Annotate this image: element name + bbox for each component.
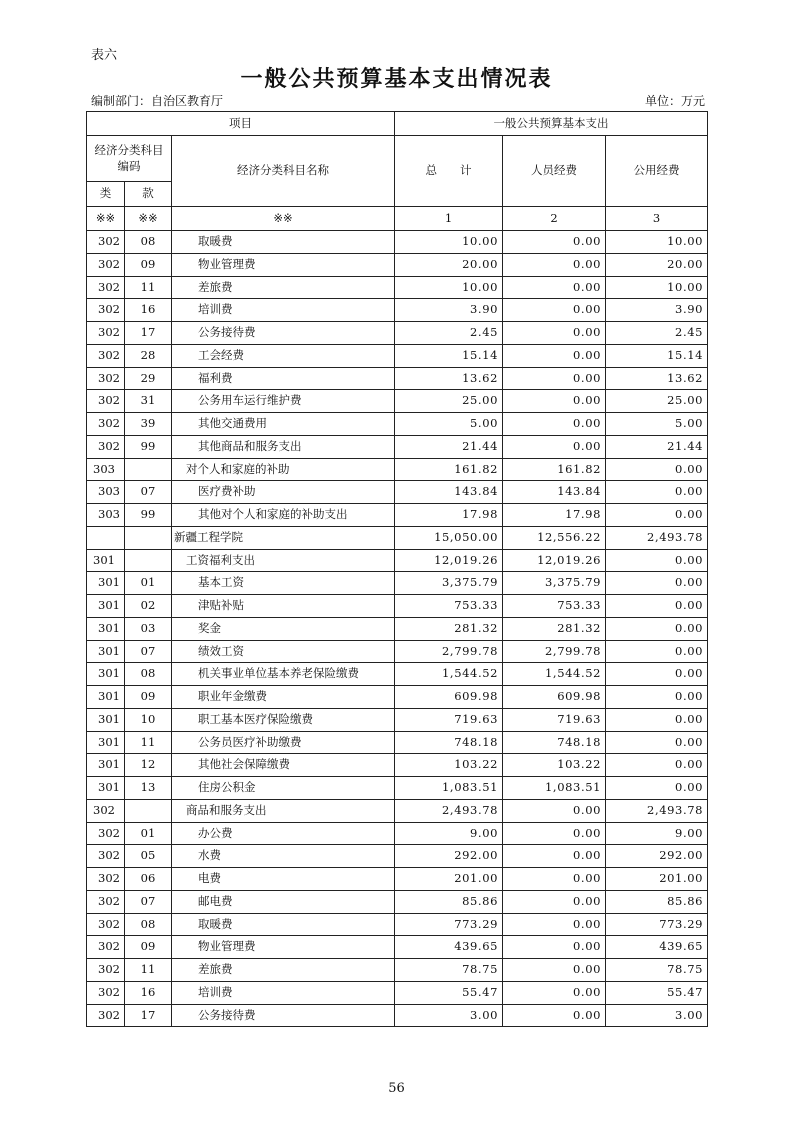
table-row xyxy=(87,617,708,640)
economic-item-code: 01 xyxy=(125,822,172,845)
item-name: 工会经费 xyxy=(172,344,395,367)
public-amount: 0.00 xyxy=(606,708,708,731)
public-amount: 292.00 xyxy=(606,845,708,868)
economic-item-code: 07 xyxy=(125,890,172,913)
economic-item-code xyxy=(125,526,172,549)
total-amount: 5.00 xyxy=(395,413,503,436)
table-row xyxy=(87,322,708,345)
item-name: 差旅费 xyxy=(172,959,395,982)
personnel-amount: 161.82 xyxy=(503,458,606,481)
personnel-amount: 0.00 xyxy=(503,231,606,254)
economic-item-code: 09 xyxy=(125,936,172,959)
economic-class-code: 301 xyxy=(87,572,125,595)
total-amount: 281.32 xyxy=(395,617,503,640)
item-name: 电费 xyxy=(172,868,395,891)
total-amount: 292.00 xyxy=(395,845,503,868)
economic-class-code: 302 xyxy=(87,435,125,458)
total-amount: 17.98 xyxy=(395,504,503,527)
economic-item-code: 02 xyxy=(125,595,172,618)
header-personnel: 人员经费 xyxy=(503,136,606,207)
public-amount: 10.00 xyxy=(606,276,708,299)
total-amount: 20.00 xyxy=(395,253,503,276)
item-name: 物业管理费 xyxy=(172,253,395,276)
table-row xyxy=(87,595,708,618)
economic-class-code: 302 xyxy=(87,231,125,254)
item-name: 公务接待费 xyxy=(172,322,395,345)
table-row xyxy=(87,731,708,754)
economic-item-code: 08 xyxy=(125,913,172,936)
public-amount: 0.00 xyxy=(606,481,708,504)
unit-label: 单位：万元 xyxy=(644,94,705,108)
economic-item-code: 07 xyxy=(125,481,172,504)
personnel-amount: 281.32 xyxy=(503,617,606,640)
total-amount: 748.18 xyxy=(395,731,503,754)
public-amount: 3.90 xyxy=(606,299,708,322)
item-name: 福利费 xyxy=(172,367,395,390)
economic-class-code: 301 xyxy=(87,731,125,754)
economic-class-code: 302 xyxy=(87,344,125,367)
economic-item-code: 06 xyxy=(125,868,172,891)
item-name: 奖金 xyxy=(172,617,395,640)
item-name: 对个人和家庭的补助 xyxy=(172,458,395,481)
item-name: 其他商品和服务支出 xyxy=(172,435,395,458)
total-amount: 25.00 xyxy=(395,390,503,413)
item-name: 公务用车运行维护费 xyxy=(172,390,395,413)
economic-item-code xyxy=(125,549,172,572)
personnel-amount: 748.18 xyxy=(503,731,606,754)
personnel-amount: 719.63 xyxy=(503,708,606,731)
table-row xyxy=(87,754,708,777)
economic-class-code: 303 xyxy=(87,504,125,527)
table-row xyxy=(87,890,708,913)
total-amount: 15,050.00 xyxy=(395,526,503,549)
economic-item-code: 99 xyxy=(125,504,172,527)
total-amount: 719.63 xyxy=(395,708,503,731)
economic-class-code: 301 xyxy=(87,754,125,777)
item-name: 公务接待费 xyxy=(172,1004,395,1027)
table-row xyxy=(87,913,708,936)
economic-class-code: 301 xyxy=(87,549,125,572)
public-amount: 0.00 xyxy=(606,549,708,572)
public-amount: 0.00 xyxy=(606,640,708,663)
personnel-amount: 1,083.51 xyxy=(503,777,606,800)
economic-item-code: 01 xyxy=(125,572,172,595)
total-amount: 2,493.78 xyxy=(395,799,503,822)
item-name: 差旅费 xyxy=(172,276,395,299)
total-amount: 753.33 xyxy=(395,595,503,618)
personnel-amount: 0.00 xyxy=(503,1004,606,1027)
header-public: 公用经费 xyxy=(606,136,708,207)
economic-class-code: 301 xyxy=(87,595,125,618)
economic-item-code: 12 xyxy=(125,754,172,777)
header-kuan: 款 xyxy=(125,182,172,207)
public-amount: 55.47 xyxy=(606,981,708,1004)
public-amount: 0.00 xyxy=(606,617,708,640)
personnel-amount: 0.00 xyxy=(503,936,606,959)
economic-item-code: 08 xyxy=(125,231,172,254)
item-name: 职业年金缴费 xyxy=(172,686,395,709)
economic-item-code: 29 xyxy=(125,367,172,390)
public-amount: 78.75 xyxy=(606,959,708,982)
personnel-amount: 0.00 xyxy=(503,890,606,913)
personnel-amount: 609.98 xyxy=(503,686,606,709)
header-row-group xyxy=(87,112,708,136)
public-amount: 0.00 xyxy=(606,731,708,754)
item-name: 公务员医疗补助缴费 xyxy=(172,731,395,754)
item-name: 绩效工资 xyxy=(172,640,395,663)
public-amount: 2,493.78 xyxy=(606,799,708,822)
index-col-1: 1 xyxy=(395,207,503,231)
public-amount: 2,493.78 xyxy=(606,526,708,549)
total-amount: 21.44 xyxy=(395,435,503,458)
table-row xyxy=(87,959,708,982)
item-name: 工资福利支出 xyxy=(172,549,395,572)
economic-item-code: 11 xyxy=(125,276,172,299)
table-row xyxy=(87,640,708,663)
public-amount: 21.44 xyxy=(606,435,708,458)
item-name: 水费 xyxy=(172,845,395,868)
public-amount: 3.00 xyxy=(606,1004,708,1027)
public-amount: 0.00 xyxy=(606,686,708,709)
economic-class-code: 302 xyxy=(87,799,125,822)
personnel-amount: 0.00 xyxy=(503,799,606,822)
economic-item-code: 17 xyxy=(125,1004,172,1027)
personnel-amount: 0.00 xyxy=(503,276,606,299)
public-amount: 0.00 xyxy=(606,572,708,595)
table-row xyxy=(87,390,708,413)
economic-class-code: 302 xyxy=(87,367,125,390)
table-row xyxy=(87,413,708,436)
item-name: 医疗费补助 xyxy=(172,481,395,504)
table-row xyxy=(87,299,708,322)
total-amount: 143.84 xyxy=(395,481,503,504)
index-col-3: 3 xyxy=(606,207,708,231)
economic-item-code: 16 xyxy=(125,299,172,322)
item-name: 培训费 xyxy=(172,981,395,1004)
total-amount: 3.90 xyxy=(395,299,503,322)
total-amount: 9.00 xyxy=(395,822,503,845)
economic-class-code: 302 xyxy=(87,390,125,413)
item-name: 取暖费 xyxy=(172,231,395,254)
total-amount: 1,083.51 xyxy=(395,777,503,800)
personnel-amount: 0.00 xyxy=(503,868,606,891)
economic-class-code: 301 xyxy=(87,708,125,731)
header-code-label: 经济分类科目编码 xyxy=(87,136,172,182)
personnel-amount: 0.00 xyxy=(503,299,606,322)
total-amount: 439.65 xyxy=(395,936,503,959)
item-name: 住房公积金 xyxy=(172,777,395,800)
total-amount: 10.00 xyxy=(395,276,503,299)
total-amount: 2,799.78 xyxy=(395,640,503,663)
economic-item-code: 07 xyxy=(125,640,172,663)
economic-class-code: 302 xyxy=(87,936,125,959)
item-name: 其他交通费用 xyxy=(172,413,395,436)
total-amount: 3.00 xyxy=(395,1004,503,1027)
personnel-amount: 0.00 xyxy=(503,253,606,276)
economic-item-code: 08 xyxy=(125,663,172,686)
header-row-index xyxy=(87,207,708,231)
total-amount: 78.75 xyxy=(395,959,503,982)
personnel-amount: 0.00 xyxy=(503,959,606,982)
public-amount: 439.65 xyxy=(606,936,708,959)
economic-item-code: 31 xyxy=(125,390,172,413)
economic-item-code xyxy=(125,799,172,822)
total-amount: 609.98 xyxy=(395,686,503,709)
personnel-amount: 0.00 xyxy=(503,981,606,1004)
table-id: 表六 xyxy=(91,48,118,63)
economic-item-code: 28 xyxy=(125,344,172,367)
header-item-name: 经济分类科目名称 xyxy=(172,136,395,207)
economic-class-code: 302 xyxy=(87,868,125,891)
personnel-amount: 0.00 xyxy=(503,845,606,868)
table-row xyxy=(87,936,708,959)
item-name: 基本工资 xyxy=(172,572,395,595)
index-col-2: 2 xyxy=(503,207,606,231)
index-kuan-mark: ※※ xyxy=(125,207,172,231)
public-amount: 201.00 xyxy=(606,868,708,891)
item-name: 其他社会保障缴费 xyxy=(172,754,395,777)
economic-class-code xyxy=(87,526,125,549)
table-row xyxy=(87,777,708,800)
economic-item-code: 05 xyxy=(125,845,172,868)
economic-item-code: 10 xyxy=(125,708,172,731)
index-lei-mark: ※※ xyxy=(87,207,125,231)
page-title: 一般公共预算基本支出情况表 xyxy=(240,67,553,92)
item-name: 物业管理费 xyxy=(172,936,395,959)
page-number: 56 xyxy=(388,1081,405,1096)
table-row xyxy=(87,481,708,504)
economic-item-code: 99 xyxy=(125,435,172,458)
personnel-amount: 0.00 xyxy=(503,413,606,436)
item-name: 其他对个人和家庭的补助支出 xyxy=(172,504,395,527)
personnel-amount: 0.00 xyxy=(503,322,606,345)
table-row xyxy=(87,435,708,458)
total-amount: 2.45 xyxy=(395,322,503,345)
economic-class-code: 301 xyxy=(87,617,125,640)
public-amount: 0.00 xyxy=(606,595,708,618)
total-amount: 15.14 xyxy=(395,344,503,367)
item-name: 办公费 xyxy=(172,822,395,845)
economic-class-code: 301 xyxy=(87,663,125,686)
economic-item-code: 39 xyxy=(125,413,172,436)
table-row xyxy=(87,458,708,481)
public-amount: 85.86 xyxy=(606,890,708,913)
table-row xyxy=(87,549,708,572)
personnel-amount: 0.00 xyxy=(503,913,606,936)
personnel-amount: 143.84 xyxy=(503,481,606,504)
table-row xyxy=(87,231,708,254)
economic-class-code: 301 xyxy=(87,640,125,663)
public-amount: 9.00 xyxy=(606,822,708,845)
personnel-amount: 1,544.52 xyxy=(503,663,606,686)
public-amount: 5.00 xyxy=(606,413,708,436)
total-amount: 1,544.52 xyxy=(395,663,503,686)
total-amount: 55.47 xyxy=(395,981,503,1004)
public-amount: 15.14 xyxy=(606,344,708,367)
economic-item-code: 11 xyxy=(125,731,172,754)
item-name: 新疆工程学院 xyxy=(172,526,395,549)
total-amount: 103.22 xyxy=(395,754,503,777)
table-row xyxy=(87,526,708,549)
personnel-amount: 0.00 xyxy=(503,435,606,458)
item-name: 邮电费 xyxy=(172,890,395,913)
table-row xyxy=(87,981,708,1004)
table-row xyxy=(87,799,708,822)
table-row xyxy=(87,572,708,595)
personnel-amount: 0.00 xyxy=(503,344,606,367)
table-row xyxy=(87,708,708,731)
personnel-amount: 2,799.78 xyxy=(503,640,606,663)
table-row xyxy=(87,276,708,299)
public-amount: 0.00 xyxy=(606,504,708,527)
personnel-amount: 12,019.26 xyxy=(503,549,606,572)
table-row xyxy=(87,845,708,868)
economic-item-code: 17 xyxy=(125,322,172,345)
economic-class-code: 302 xyxy=(87,822,125,845)
public-amount: 13.62 xyxy=(606,367,708,390)
public-amount: 20.00 xyxy=(606,253,708,276)
header-total: 总 计 xyxy=(395,136,503,207)
item-name: 职工基本医疗保险缴费 xyxy=(172,708,395,731)
public-amount: 0.00 xyxy=(606,754,708,777)
personnel-amount: 0.00 xyxy=(503,367,606,390)
economic-item-code: 11 xyxy=(125,959,172,982)
economic-class-code: 302 xyxy=(87,913,125,936)
public-amount: 0.00 xyxy=(606,663,708,686)
economic-item-code: 16 xyxy=(125,981,172,1004)
economic-class-code: 301 xyxy=(87,777,125,800)
public-amount: 0.00 xyxy=(606,777,708,800)
table-row xyxy=(87,253,708,276)
table-row xyxy=(87,663,708,686)
header-lei: 类 xyxy=(87,182,125,207)
public-amount: 2.45 xyxy=(606,322,708,345)
table-row xyxy=(87,1004,708,1027)
total-amount: 201.00 xyxy=(395,868,503,891)
budget-table xyxy=(86,111,708,1027)
item-name: 培训费 xyxy=(172,299,395,322)
table-row xyxy=(87,822,708,845)
public-amount: 10.00 xyxy=(606,231,708,254)
table-row xyxy=(87,504,708,527)
economic-class-code: 301 xyxy=(87,686,125,709)
item-name: 津贴补贴 xyxy=(172,595,395,618)
public-amount: 773.29 xyxy=(606,913,708,936)
total-amount: 161.82 xyxy=(395,458,503,481)
personnel-amount: 17.98 xyxy=(503,504,606,527)
compiling-department: 编制部门：自治区教育厅 xyxy=(91,94,224,108)
public-amount: 0.00 xyxy=(606,458,708,481)
total-amount: 13.62 xyxy=(395,367,503,390)
personnel-amount: 103.22 xyxy=(503,754,606,777)
item-name: 机关事业单位基本养老保险缴费 xyxy=(172,663,395,686)
header-row-columns xyxy=(87,136,708,182)
total-amount: 10.00 xyxy=(395,231,503,254)
index-name-mark: ※※ xyxy=(172,207,395,231)
table-row xyxy=(87,344,708,367)
personnel-amount: 753.33 xyxy=(503,595,606,618)
economic-class-code: 302 xyxy=(87,322,125,345)
personnel-amount: 0.00 xyxy=(503,822,606,845)
header-budget-group: 一般公共预算基本支出 xyxy=(395,112,708,136)
budget-table-body xyxy=(87,231,708,1027)
total-amount: 85.86 xyxy=(395,890,503,913)
economic-class-code: 302 xyxy=(87,253,125,276)
item-name: 商品和服务支出 xyxy=(172,799,395,822)
total-amount: 773.29 xyxy=(395,913,503,936)
economic-class-code: 302 xyxy=(87,845,125,868)
economic-class-code: 303 xyxy=(87,481,125,504)
economic-item-code: 13 xyxy=(125,777,172,800)
economic-item-code: 03 xyxy=(125,617,172,640)
table-row xyxy=(87,868,708,891)
economic-class-code: 302 xyxy=(87,413,125,436)
economic-item-code: 09 xyxy=(125,686,172,709)
economic-item-code: 09 xyxy=(125,253,172,276)
personnel-amount: 0.00 xyxy=(503,390,606,413)
table-row xyxy=(87,367,708,390)
economic-class-code: 302 xyxy=(87,276,125,299)
personnel-amount: 3,375.79 xyxy=(503,572,606,595)
item-name: 取暖费 xyxy=(172,913,395,936)
personnel-amount: 12,556.22 xyxy=(503,526,606,549)
total-amount: 12,019.26 xyxy=(395,549,503,572)
economic-class-code: 302 xyxy=(87,981,125,1004)
total-amount: 3,375.79 xyxy=(395,572,503,595)
economic-class-code: 302 xyxy=(87,299,125,322)
header-project: 项目 xyxy=(87,112,395,136)
public-amount: 25.00 xyxy=(606,390,708,413)
economic-class-code: 303 xyxy=(87,458,125,481)
table-row xyxy=(87,686,708,709)
economic-item-code xyxy=(125,458,172,481)
economic-class-code: 302 xyxy=(87,890,125,913)
economic-class-code: 302 xyxy=(87,959,125,982)
economic-class-code: 302 xyxy=(87,1004,125,1027)
